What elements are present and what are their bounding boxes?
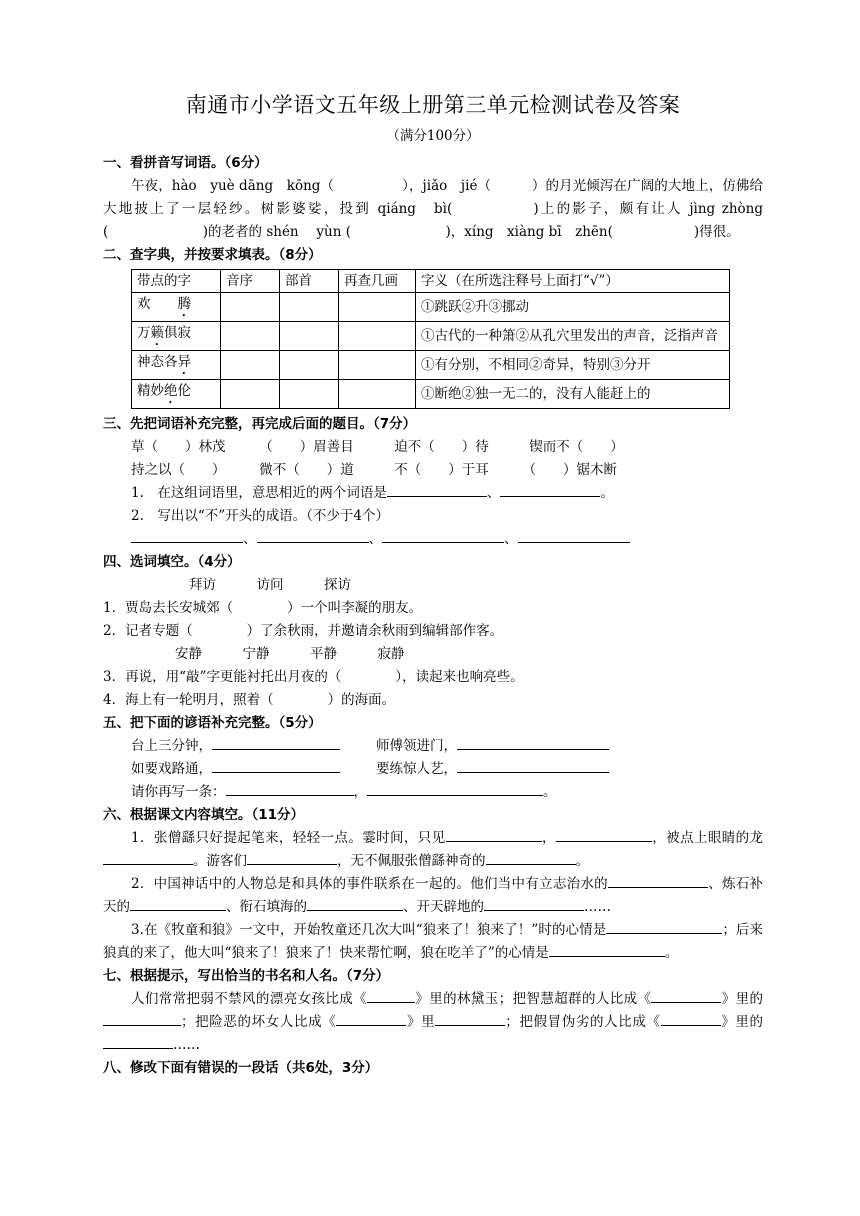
answer-blank[interactable]: [212, 758, 340, 773]
section-7-paragraph: [103, 988, 763, 1057]
word-cell: [132, 293, 221, 322]
answer-blank[interactable]: [226, 781, 354, 796]
passage-text: 》里的林黛玉；把智慧超群的人比成《: [415, 991, 652, 1007]
blank-cell[interactable]: [280, 351, 339, 380]
meaning-cell: ①古代的一种箫②从孔穴里发出的声音，泛指声音: [416, 322, 730, 351]
separator: 、: [368, 531, 382, 547]
table-header-cell: 音序: [221, 270, 280, 293]
separator: 、: [504, 531, 518, 547]
passage-text: 、开天辟地的: [403, 899, 484, 915]
table-header-cell: 部首: [280, 270, 339, 293]
passage-text: 》里的: [720, 1014, 763, 1030]
exam-content: [103, 88, 763, 1080]
period: 。: [543, 784, 557, 800]
answer-blank[interactable]: [257, 528, 369, 543]
section-1-paragraph: 午夜，hào yuè dāng kōng（ ），jiǎo jié（ ）的月光倾泻在广阔的大地上，仿佛给大地披上了一层轻纱。树影婆娑，投到 qiáng bì( )上的影子，颇有让人 jìng zhòng ( )的老者的 shén yùn ( )，xíng xiàng bī zhēn( )得很。: [103, 178, 763, 240]
answer-blank[interactable]: [457, 758, 609, 773]
section-3-heading: 三、先把词语补充完整，再完成后面的题目。（7分）: [103, 416, 417, 432]
question-3-2-answers: [103, 528, 763, 551]
section-5-heading: 五、把下面的谚语补充完整。（5分）: [103, 715, 322, 731]
blank-cell[interactable]: [221, 351, 280, 380]
proverb-text: 师傅领进门，: [376, 738, 457, 754]
answer-blank[interactable]: [367, 988, 415, 1003]
answer-blank[interactable]: [606, 919, 722, 934]
answer-blank[interactable]: [549, 942, 665, 957]
meaning-cell: ①跳跃②升③挪动: [416, 293, 730, 322]
passage-text: ，无不佩服张僧繇神奇的: [337, 853, 486, 869]
answer-blank[interactable]: [608, 873, 708, 888]
passage-text: 人们常常把弱不禁风的漂亮女孩比成《: [131, 991, 367, 1007]
answer-blank[interactable]: [486, 850, 576, 865]
section-2-heading: 二、查字典，并按要求填表。（8分）: [103, 247, 322, 263]
proverb-text: 要练惊人艺，: [376, 761, 457, 777]
blank-cell[interactable]: [339, 322, 416, 351]
answer-blank[interactable]: [387, 482, 487, 497]
dotted-char: 籁: [150, 325, 164, 341]
idiom-row-1: 草（ ）林茂 （ ）眉善目 迫不（ ）待 锲而不（ ）: [131, 439, 624, 455]
passage-text: ……: [584, 899, 611, 915]
period: 。: [600, 485, 614, 501]
proverb-row-3: [103, 781, 763, 804]
word-cell: [132, 351, 221, 380]
proverb-text: 台上三分钟，: [131, 738, 212, 754]
passage-text: 。: [664, 945, 679, 961]
dotted-char: 腾: [177, 296, 191, 312]
table-header-cell: 带点的字: [132, 270, 221, 293]
word-text: 万: [137, 325, 151, 341]
table-row: [132, 380, 730, 409]
table-header-cell: 再查几画: [339, 270, 416, 293]
proverb-text: 请你再写一条：: [131, 784, 226, 800]
fill-line-1: 1．贾岛去长安城郊（ ）一个叫李凝的朋友。: [103, 600, 423, 616]
blank-cell[interactable]: [339, 380, 416, 409]
answer-blank[interactable]: [103, 1034, 173, 1049]
answer-blank[interactable]: [556, 827, 652, 842]
answer-blank[interactable]: [518, 528, 630, 543]
passage-text: ；把假冒伪劣的人比成《: [505, 1014, 661, 1030]
section-6-heading: 六、根据课文内容填空。（11分）: [103, 807, 305, 823]
blank-cell[interactable]: [280, 322, 339, 351]
dictionary-table: [131, 269, 730, 409]
page-subtitle: （满分100分）: [386, 128, 480, 144]
passage-text: ……: [173, 1037, 200, 1053]
answer-blank[interactable]: [212, 735, 340, 750]
table-row: [132, 293, 730, 322]
question-3-2: 2. 写出以“不”开头的成语。（不少于4个）: [131, 508, 390, 524]
passage-text: ；后来狼真的来了，他大叫“狼来了！狼来了！快来帮忙啊，狼在吃羊了”的心情是: [103, 922, 764, 961]
word-text: 神态各: [137, 354, 178, 370]
blank-cell[interactable]: [280, 293, 339, 322]
proverb-row-1: [103, 735, 763, 758]
section-6-paragraph-2: [103, 873, 763, 919]
answer-blank[interactable]: [103, 1011, 181, 1026]
passage-text: 、衔石填海的: [226, 899, 307, 915]
meaning-cell: ①断绝②独一无二的，没有人能赶上的: [416, 380, 730, 409]
separator: ，: [353, 784, 367, 800]
word-text: 伦: [177, 383, 191, 399]
answer-blank[interactable]: [131, 528, 243, 543]
section-4-heading: 四、选词填空。（4分）: [103, 554, 241, 570]
blank-cell[interactable]: [221, 380, 280, 409]
answer-blank[interactable]: [484, 896, 584, 911]
passage-text: 2．中国神话中的人物总是和具体的事件联系在一起的。他们当中有立志治水的: [131, 876, 608, 892]
word-options-1: 拜访 访问 探访: [189, 577, 351, 593]
meaning-cell: ①有分别，不相同②奇异，特别③分开: [416, 351, 730, 380]
fill-line-2: 2．记者专题（ ）了余秋雨，并邀请余秋雨到编辑部作客。: [103, 623, 504, 639]
section-6-paragraph-3: [103, 919, 763, 965]
answer-blank[interactable]: [435, 1011, 505, 1026]
answer-blank[interactable]: [651, 988, 721, 1003]
passage-text: 。: [575, 853, 589, 869]
answer-blank[interactable]: [382, 528, 504, 543]
section-8-heading: 八、修改下面有错误的一段话（共6处，3分）: [103, 1060, 379, 1076]
idiom-row-2: 持之以（ ） 微不（ ）道 不（ ）于耳 （ ）锯木断: [131, 462, 617, 478]
passage-text: 1．张僧繇只好提起笔来，轻轻一点。霎时间，只见: [131, 830, 446, 846]
passage-text: 》里的: [721, 991, 764, 1007]
table-header-cell: 字义（在所选注释号上面打“√”）: [416, 270, 730, 293]
separator: 、: [486, 485, 501, 501]
answer-blank[interactable]: [336, 1011, 406, 1026]
question-text: 1. 在这组词语里，意思相近的两个词语是: [131, 485, 387, 501]
answer-blank[interactable]: [500, 482, 600, 497]
table-row: [132, 322, 730, 351]
word-text: 欢: [137, 296, 178, 312]
answer-blank[interactable]: [247, 850, 337, 865]
fill-line-4: 4．海上有一轮明月，照着（ ）的海面。: [103, 692, 396, 708]
word-text: 俱寂: [164, 325, 191, 341]
passage-text: 。游客们: [193, 853, 247, 869]
table-header-row: [132, 270, 730, 293]
answer-blank[interactable]: [367, 781, 543, 796]
dotted-char: 绝: [164, 383, 178, 399]
answer-blank[interactable]: [661, 1011, 721, 1026]
page-title: 南通市小学语文五年级上册第三单元检测试卷及答案: [185, 93, 681, 117]
word-cell: [132, 322, 221, 351]
question-3-1: [103, 482, 763, 505]
answer-blank[interactable]: [446, 827, 542, 842]
proverb-text: 如要戏路通，: [131, 761, 212, 777]
separator: 、: [243, 531, 257, 547]
section-1-heading: 一、看拼音写词语。（6分）: [103, 155, 268, 171]
passage-text: 3.在《牧童和狼》一文中，开始牧童还几次大叫“狼来了！狼来了！”时的心情是: [131, 922, 607, 938]
word-cell: [132, 380, 221, 409]
table-row: [132, 351, 730, 380]
section-6-paragraph-1: [103, 827, 763, 873]
passage-text: ；把险恶的坏女人比成《: [181, 1014, 337, 1030]
proverb-row-2: [103, 758, 763, 781]
answer-blank[interactable]: [457, 735, 609, 750]
blank-cell[interactable]: [221, 322, 280, 351]
passage-text: ，被点上眼睛的龙: [651, 830, 764, 846]
blank-cell[interactable]: [280, 380, 339, 409]
word-text: 精妙: [137, 383, 164, 399]
word-options-2: 安静 宁静 平静 寂静: [175, 646, 405, 662]
section-7-heading: 七、根据提示，写出恰当的书名和人名。（7分）: [103, 968, 390, 984]
fill-line-3: 3．再说，用“敲”字更能衬托出月夜的（ ），读起来也响亮些。: [103, 669, 524, 685]
passage-text: 、炼石补天的: [103, 876, 764, 915]
answer-blank[interactable]: [130, 896, 226, 911]
blank-cell[interactable]: [339, 293, 416, 322]
passage-text: ，: [541, 830, 556, 846]
passage-text: 》里: [406, 1014, 436, 1030]
dotted-char: 异: [177, 354, 191, 370]
answer-blank[interactable]: [103, 850, 193, 865]
blank-cell[interactable]: [339, 351, 416, 380]
blank-cell[interactable]: [221, 293, 280, 322]
answer-blank[interactable]: [307, 896, 403, 911]
